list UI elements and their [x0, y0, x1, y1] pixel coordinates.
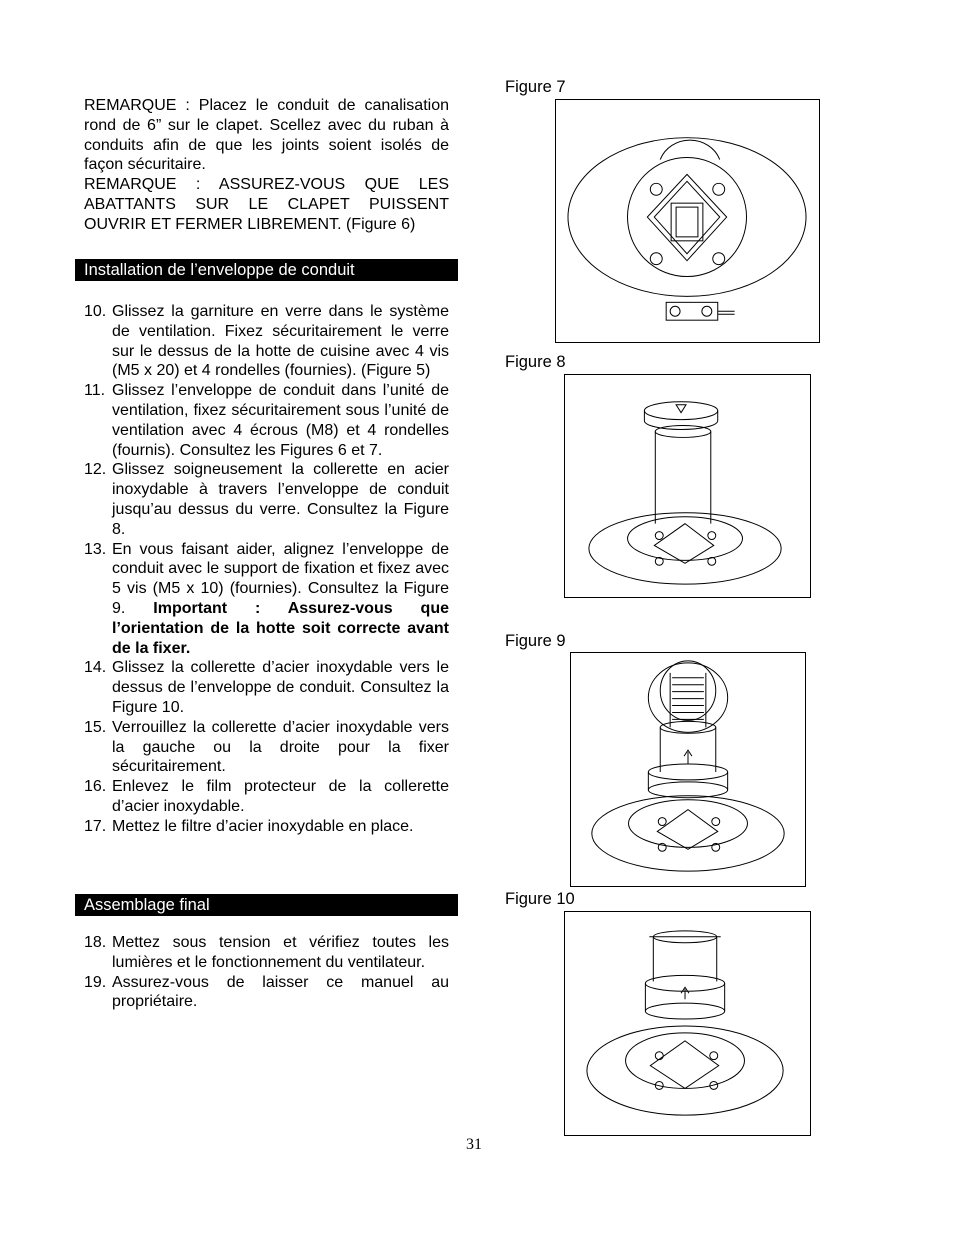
step-11: 11. Glissez l’enveloppe de conduit dans l’unité de ventilation, fixez sécuritairement sous l’unité de ventilation avec 4 écrous (M8) et 4 rondelles (fournis). Consultez les Figures 6 et 7. [84, 382, 449, 459]
figure-9-drawing [571, 653, 805, 886]
step-17: 17. Mettez le filtre d’acier inoxydable en place. [84, 817, 414, 835]
figure-9-illustration [570, 652, 806, 887]
step-18: 18. Mettez sous tension et vérifiez toutes les lumières et le fonctionnement du ventilateur. [84, 934, 449, 971]
remark-flaps: REMARQUE : ASSUREZ-VOUS QUE LES ABATTANTS SUR LE CLAPET PUISSENT OUVRIR ET FERMER LIBREMENT. (Figure 6) [84, 176, 449, 233]
step-12: 12. Glissez soigneusement la collerette en acier inoxydable à travers l’enveloppe de conduit jusqu’au dessus du verre. Consultez la Figure 8. [84, 461, 449, 538]
figure-8-illustration [564, 374, 811, 598]
step-14: 14. Glissez la collerette d’acier inoxydable vers le dessus de l’enveloppe de conduit. Consultez la Figure 10. [84, 659, 449, 716]
section-heading-final-assembly: Assemblage final [75, 894, 458, 916]
remarks-block [84, 96, 449, 235]
figure-10-illustration [564, 911, 811, 1136]
figure-8-drawing [565, 375, 810, 597]
step-16: 16. Enlevez le film protecteur de la collerette d’acier inoxydable. [84, 778, 449, 815]
duct-cover-steps [84, 302, 449, 837]
figure-7-label: Figure 7 [505, 78, 566, 96]
final-assembly-steps [84, 933, 449, 1012]
figure-10-drawing [565, 912, 810, 1135]
figure-8-label: Figure 8 [505, 353, 566, 371]
figure-7-drawing [556, 100, 819, 342]
figure-10-label: Figure 10 [505, 890, 575, 908]
important-warning: Important : Assurez-vous que l’orientation de la hotte soit correcte avant de la fixer. [112, 599, 449, 657]
page-number: 31 [466, 1136, 482, 1153]
section-heading-duct-cover: Installation de l’enveloppe de conduit [75, 259, 458, 281]
step-19: 19. Assurez-vous de laisser ce manuel au propriétaire. [84, 973, 449, 1011]
figure-9-label: Figure 9 [505, 632, 566, 650]
step-15: 15. Verrouillez la collerette d’acier inoxydable vers la gauche ou la droite pour la fixer sécuritairement. [84, 718, 449, 776]
step-13: 13. En vous faisant aider, alignez l’enveloppe de conduit avec le support de fixation et fixez avec 5 vis (M5 x 10) (fournies). Consultez la Figure 9. Important : Assurez-vous que l’orientation de la hotte soit correcte avant de la fixer. [84, 540, 449, 657]
remark-duct-tape: REMARQUE : Placez le conduit de canalisation rond de 6” sur le clapet. Scellez avec du ruban à conduits afin de que les joints soient isolés de façon sécuritaire. [84, 97, 449, 174]
figure-7-illustration [555, 99, 820, 343]
step-10: 10. Glissez la garniture en verre dans le système de ventilation. Fixez sécuritairement le verre sur le dessus de la hotte de cuisine avec 4 vis (M5 x 20) et 4 rondelles (fournies). (Figure 5) [84, 303, 449, 380]
